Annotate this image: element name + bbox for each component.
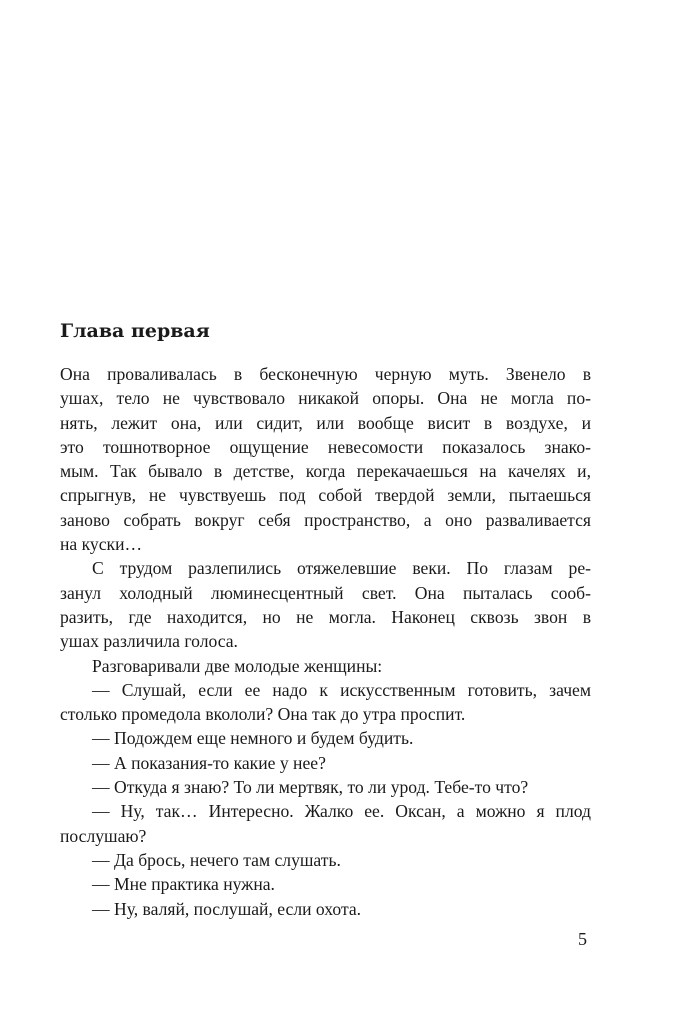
dialogue-line: послушаю? — [60, 825, 147, 846]
dialogue-line: — Мне практика нужна. — [92, 874, 275, 895]
chapter-title: Глава первая — [60, 320, 210, 342]
text-line: нять, лежит она, или сидит, или вообще висит в воздухе, и — [60, 412, 591, 433]
dialogue-line: — Подождем еще немного и будем будить. — [92, 728, 414, 749]
text-line: спрыгнув, не чувствуешь под собой твердой земли, пытаешься — [60, 485, 591, 506]
dialogue-line: — Ну, так… Интересно. Жалко ее. Оксан, а можно я плод — [92, 801, 591, 822]
text-line: заново собрать вокруг себя пространство, а оно разваливается — [60, 509, 591, 530]
text-line: ушах, тело не чувствовало никакой опоры. Она не могла по- — [60, 388, 591, 409]
dialogue-line: — Откуда я знаю? То ли мертвяк, то ли урод. Тебе-то что? — [92, 777, 529, 798]
text-line: ушах различила голоса. — [60, 631, 238, 652]
text-line: С трудом разлепились отяжелевшие веки. По глазам ре- — [92, 558, 591, 579]
text-line: на куски… — [60, 534, 143, 555]
dialogue-line: — А показания-то какие у нее? — [92, 752, 326, 773]
chapter-text — [60, 362, 591, 921]
text-line: Она проваливалась в бесконечную черную муть. Звенело в — [60, 364, 591, 384]
text-line: разить, где находится, но не могла. Наконец сквозь звон в — [60, 606, 591, 627]
dialogue-line: — Ну, валяй, послушай, если охота. — [92, 898, 362, 919]
text-line: Разговаривали две молодые женщины: — [92, 655, 383, 676]
text-line: это тошнотворное ощущение невесомости показалось знако- — [60, 436, 591, 457]
dialogue-line: столько промедола вкололи? Она так до утра проспит. — [60, 704, 466, 725]
dialogue-line: — Слушай, если ее надо к искусственным готовить, зачем — [92, 679, 591, 700]
page-number: 5 — [578, 929, 587, 949]
dialogue-line: — Да брось, нечего там слушать. — [92, 849, 341, 870]
text-line: занул холодный люминесцентный свет. Она пыталась сооб- — [60, 582, 591, 603]
text-line: мым. Так бывало в детстве, когда перекачаешься на качелях и, — [60, 461, 591, 482]
